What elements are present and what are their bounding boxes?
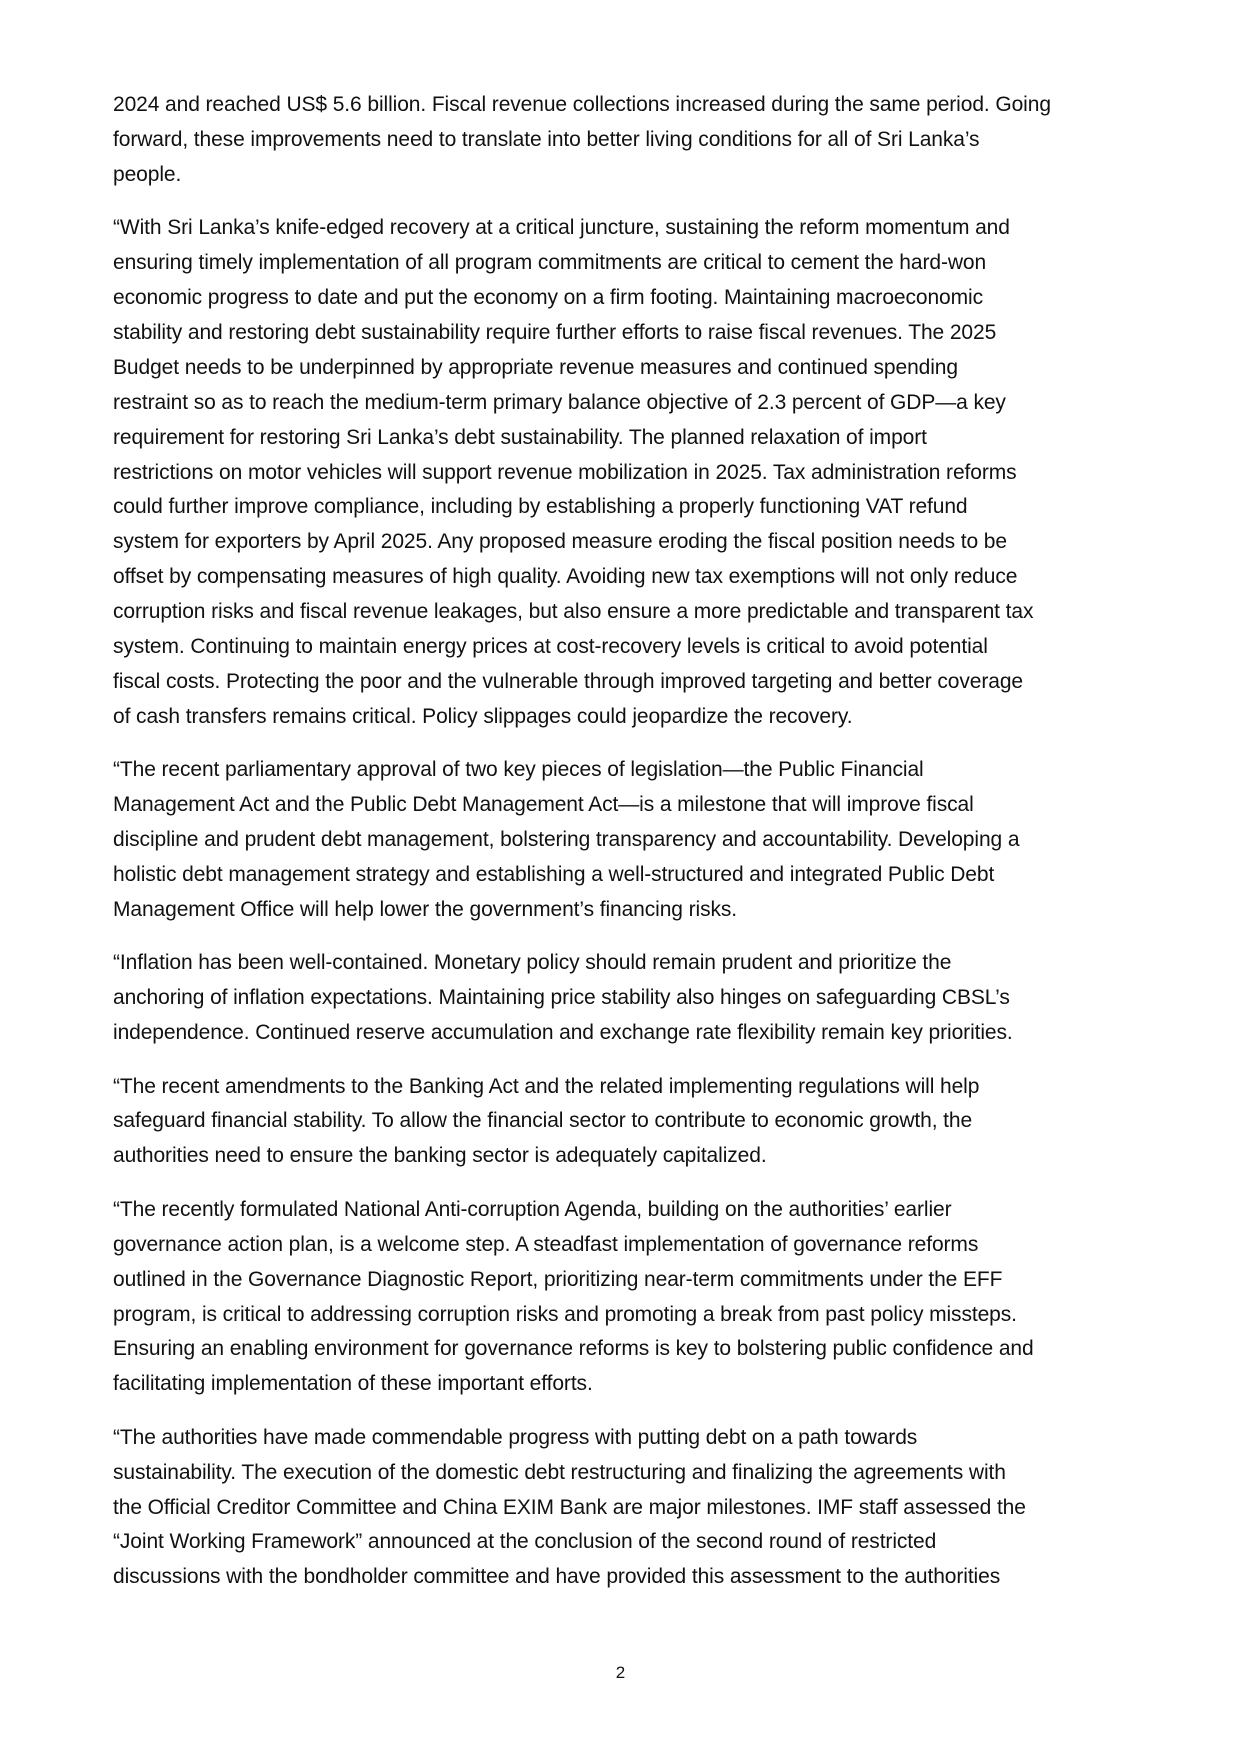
text-line: holistic debt management strategy and establishing a well-structured and integrated Public Debt bbox=[113, 863, 995, 887]
text-line: Management Act and the Public Debt Management Act—is a milestone that will improve fiscal bbox=[113, 793, 974, 817]
paragraph bbox=[113, 753, 1143, 928]
paragraph bbox=[113, 1070, 1143, 1175]
text-line: “The recently formulated National Anti-corruption Agenda, building on the authorities’ earlier bbox=[113, 1197, 952, 1221]
text-line: safeguard financial stability. To allow the financial sector to contribute to economic growth, the bbox=[113, 1109, 973, 1133]
text-line: restrictions on motor vehicles will support revenue mobilization in 2025. Tax administration reforms bbox=[113, 460, 1017, 484]
text-line: “The recent parliamentary approval of two key pieces of legislation—the Public Financial bbox=[113, 758, 924, 782]
text-line: program, is critical to addressing corruption risks and promoting a break from past policy missteps. bbox=[113, 1302, 1017, 1326]
text-line: discussions with the bondholder committee and have provided this assessment to the authorities bbox=[113, 1565, 1001, 1589]
text-line: “The authorities have made commendable progress with putting debt on a path towards bbox=[113, 1425, 918, 1449]
text-line: could further improve compliance, including by establishing a properly functioning VAT refund bbox=[113, 495, 968, 519]
text-line: corruption risks and fiscal revenue leakages, but also ensure a more predictable and transparent tax bbox=[113, 600, 1034, 624]
text-line: system for exporters by April 2025. Any proposed measure eroding the fiscal position needs to be bbox=[113, 530, 1007, 554]
text-line: stability and restoring debt sustainability require further efforts to raise fiscal revenues. The 2025 bbox=[113, 320, 997, 344]
text-line: discipline and prudent debt management, bolstering transparency and accountability. Developing a bbox=[113, 828, 1020, 852]
page-number: 2 bbox=[615, 1663, 626, 1682]
text-line: ensuring timely implementation of all program commitments are critical to cement the hard-won bbox=[113, 251, 987, 275]
text-line: “With Sri Lanka’s knife-edged recovery at a critical juncture, sustaining the reform momentum and bbox=[113, 216, 1010, 240]
text-line: anchoring of inflation expectations. Maintaining price stability also hinges on safeguarding CBSL’s bbox=[113, 986, 1010, 1010]
paragraph bbox=[113, 88, 1143, 193]
text-line: Ensuring an enabling environment for governance reforms is key to bolstering public confidence and bbox=[113, 1337, 1034, 1361]
document-body bbox=[113, 88, 1143, 1614]
text-line: people. bbox=[113, 162, 182, 186]
paragraph bbox=[113, 1193, 1143, 1402]
text-line: Management Office will help lower the government’s financing risks. bbox=[113, 897, 737, 921]
paragraph bbox=[113, 946, 1143, 1051]
text-line: restraint so as to reach the medium-term primary balance objective of 2.3 percent of GDP—a key bbox=[113, 390, 1006, 414]
text-line: 2024 and reached US$ 5.6 billion. Fiscal revenue collections increased during the same period. Going bbox=[113, 93, 1051, 116]
text-line: outlined in the Governance Diagnostic Report, prioritizing near-term commitments under the EFF bbox=[113, 1267, 1003, 1291]
text-line: “The recent amendments to the Banking Act and the related implementing regulations will help bbox=[113, 1074, 980, 1098]
text-line: system. Continuing to maintain energy prices at cost-recovery levels is critical to avoid potential bbox=[113, 635, 988, 659]
text-line: authorities need to ensure the banking sector is adequately capitalized. bbox=[113, 1144, 767, 1168]
paragraph bbox=[113, 211, 1143, 735]
text-line: “Inflation has been well-contained. Monetary policy should remain prudent and prioritize the bbox=[113, 951, 952, 975]
text-line: requirement for restoring Sri Lanka’s debt sustainability. The planned relaxation of import bbox=[113, 425, 927, 449]
text-line: of cash transfers remains critical. Policy slippages could jeopardize the recovery. bbox=[113, 704, 853, 728]
paragraph bbox=[113, 1421, 1143, 1596]
text-line: “Joint Working Framework” announced at the conclusion of the second round of restricted bbox=[113, 1530, 937, 1554]
text-line: the Official Creditor Committee and China EXIM Bank are major milestones. IMF staff assessed the bbox=[113, 1495, 1026, 1519]
text-line: economic progress to date and put the economy on a firm footing. Maintaining macroeconomic bbox=[113, 286, 983, 310]
text-line: governance action plan, is a welcome step. A steadfast implementation of governance reforms bbox=[113, 1232, 979, 1256]
text-line: Budget needs to be underpinned by appropriate revenue measures and continued spending bbox=[113, 355, 958, 379]
text-line: forward, these improvements need to translate into better living conditions for all of Sri Lanka’s bbox=[113, 127, 980, 151]
text-line: fiscal costs. Protecting the poor and the vulnerable through improved targeting and better coverage bbox=[113, 670, 1023, 693]
text-line: facilitating implementation of these important efforts. bbox=[113, 1372, 593, 1396]
text-line: sustainability. The execution of the domestic debt restructuring and finalizing the agreements with bbox=[113, 1460, 1006, 1484]
text-line: independence. Continued reserve accumulation and exchange rate flexibility remain key priorities. bbox=[113, 1021, 1013, 1045]
text-line: offset by compensating measures of high quality. Avoiding new tax exemptions will not only reduce bbox=[113, 565, 1018, 589]
